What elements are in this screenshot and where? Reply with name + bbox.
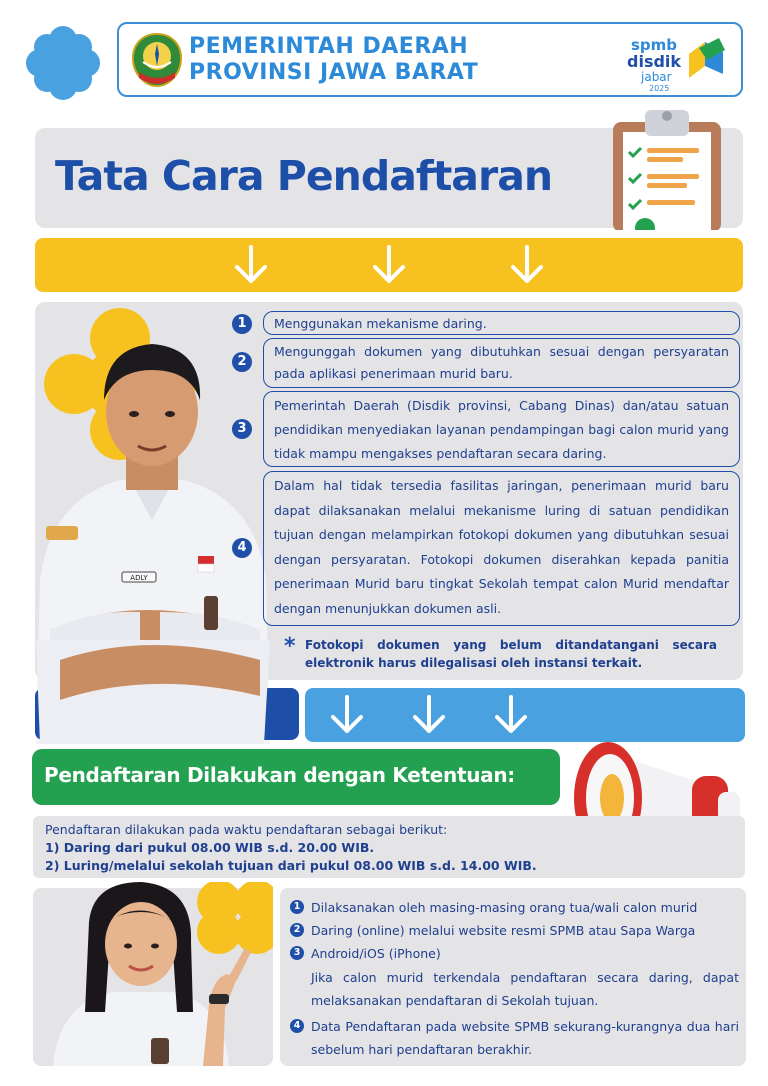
section-heading: Pendaftaran Dilakukan dengan Ketentuan:: [44, 763, 515, 787]
provision-number-3: 3: [290, 946, 304, 960]
step-4-text: Dalam hal tidak tersedia fasilitas jaringan, penerimaan murid baru dapat dilaksanakan melalui mekanisme luring di satuan pendidikan tujuan dengan melampirkan fotokopi dokumen yang dibutuhkan sesuai dengan persyaratan. Fotokopi dokumen diserahkan kepada panitia penerimaan Murid baru tingkat Sekolah tempat calon Murid mendaftar dengan menunjukkan dokumen asli.: [274, 478, 729, 616]
government-title: [189, 34, 478, 86]
logo-text-spmb: spmb: [631, 36, 678, 54]
spmb-book-icon: [685, 34, 727, 80]
section-heading-bar: [32, 749, 560, 805]
provision-4-text: Data Pendaftaran pada website SPMB sekurang-kurangnya dua hari sebelum hari pendaftaran berakhir.: [311, 1019, 739, 1057]
step-number-1: 1: [232, 314, 252, 334]
arrow-down-icon: [329, 695, 365, 735]
step-4-box: [263, 471, 740, 626]
schedule-offline: 2) Luring/melalui sekolah tujuan dari pukul 08.00 WIB s.d. 14.00 WIB.: [45, 858, 537, 873]
schedule-intro: Pendaftaran dilakukan pada waktu pendaftaran sebagai berikut:: [45, 822, 448, 837]
step-2-text: Mengunggah dokumen yang dibutuhkan sesuai dengan persyaratan pada aplikasi penerimaan murid baru.: [274, 344, 729, 381]
arrow-down-icon: [233, 245, 269, 285]
clipboard-icon: [605, 104, 730, 230]
logo-text-jabar: jabar: [641, 70, 672, 84]
step-3-box: [263, 391, 740, 467]
provision-2-text: Daring (online) melalui website resmi SPMB atau Sapa Warga: [311, 923, 696, 938]
header-banner: [117, 22, 743, 97]
provision-number-1: 1: [290, 900, 304, 914]
arrow-down-icon: [509, 245, 545, 285]
provision-number-2: 2: [290, 923, 304, 937]
arrow-down-icon: [411, 695, 447, 735]
step-1-text: Menggunakan mekanisme daring.: [274, 316, 487, 331]
step-1-box: [263, 311, 740, 335]
west-java-seal-icon: [131, 32, 183, 88]
student-boy-arms-illustration: [30, 640, 274, 744]
provision-1-text: Dilaksanakan oleh masing-masing orang tua/wali calon murid: [311, 900, 698, 915]
logo-text-year: 2025: [649, 84, 670, 93]
government-title-line2: PROVINSI JAWA BARAT: [189, 60, 479, 85]
note-text: Fotokopi dokumen yang belum ditandatangani secara elektronik harus dilegalisasi oleh instansi terkait.: [305, 638, 717, 670]
step-number-3: 3: [232, 419, 252, 439]
schedule-panel: [33, 816, 745, 878]
step-number-4: 4: [232, 538, 252, 558]
flower-decoration-icon: [24, 24, 102, 102]
step-number-2: 2: [232, 352, 252, 372]
provision-3-text: Android/iOS (iPhone): [311, 946, 441, 961]
provision-number-4: 4: [290, 1019, 304, 1033]
provision-3-detail: Jika calon murid terkendala pendaftaran secara daring, dapat melaksanakan pendaftaran di Sekolah tujuan.: [311, 970, 739, 1008]
step-2-box: [263, 338, 740, 388]
arrow-down-icon: [493, 695, 529, 735]
note-asterisk: *: [284, 634, 296, 659]
yellow-arrow-bar: [35, 238, 743, 292]
spmb-logo: [627, 30, 727, 96]
step-3-text: Pemerintah Daerah (Disdik provinsi, Cabang Dinas) dan/atau satuan pendidikan menyediakan layanan pendampingan bagi calon murid yang tidak mampu mengakses pendaftaran secara daring.: [274, 398, 729, 461]
name-tag-text: ADLY: [130, 574, 148, 582]
government-title-line1: PEMERINTAH DAERAH: [189, 34, 469, 59]
arrow-down-icon: [371, 245, 407, 285]
schedule-online: 1) Daring dari pukul 08.00 WIB s.d. 20.00 WIB.: [45, 840, 375, 855]
page-title: Tata Cara Pendaftaran: [55, 152, 553, 200]
student-girl-illustration: [33, 882, 273, 1066]
logo-text-disdik: disdik: [627, 52, 682, 71]
